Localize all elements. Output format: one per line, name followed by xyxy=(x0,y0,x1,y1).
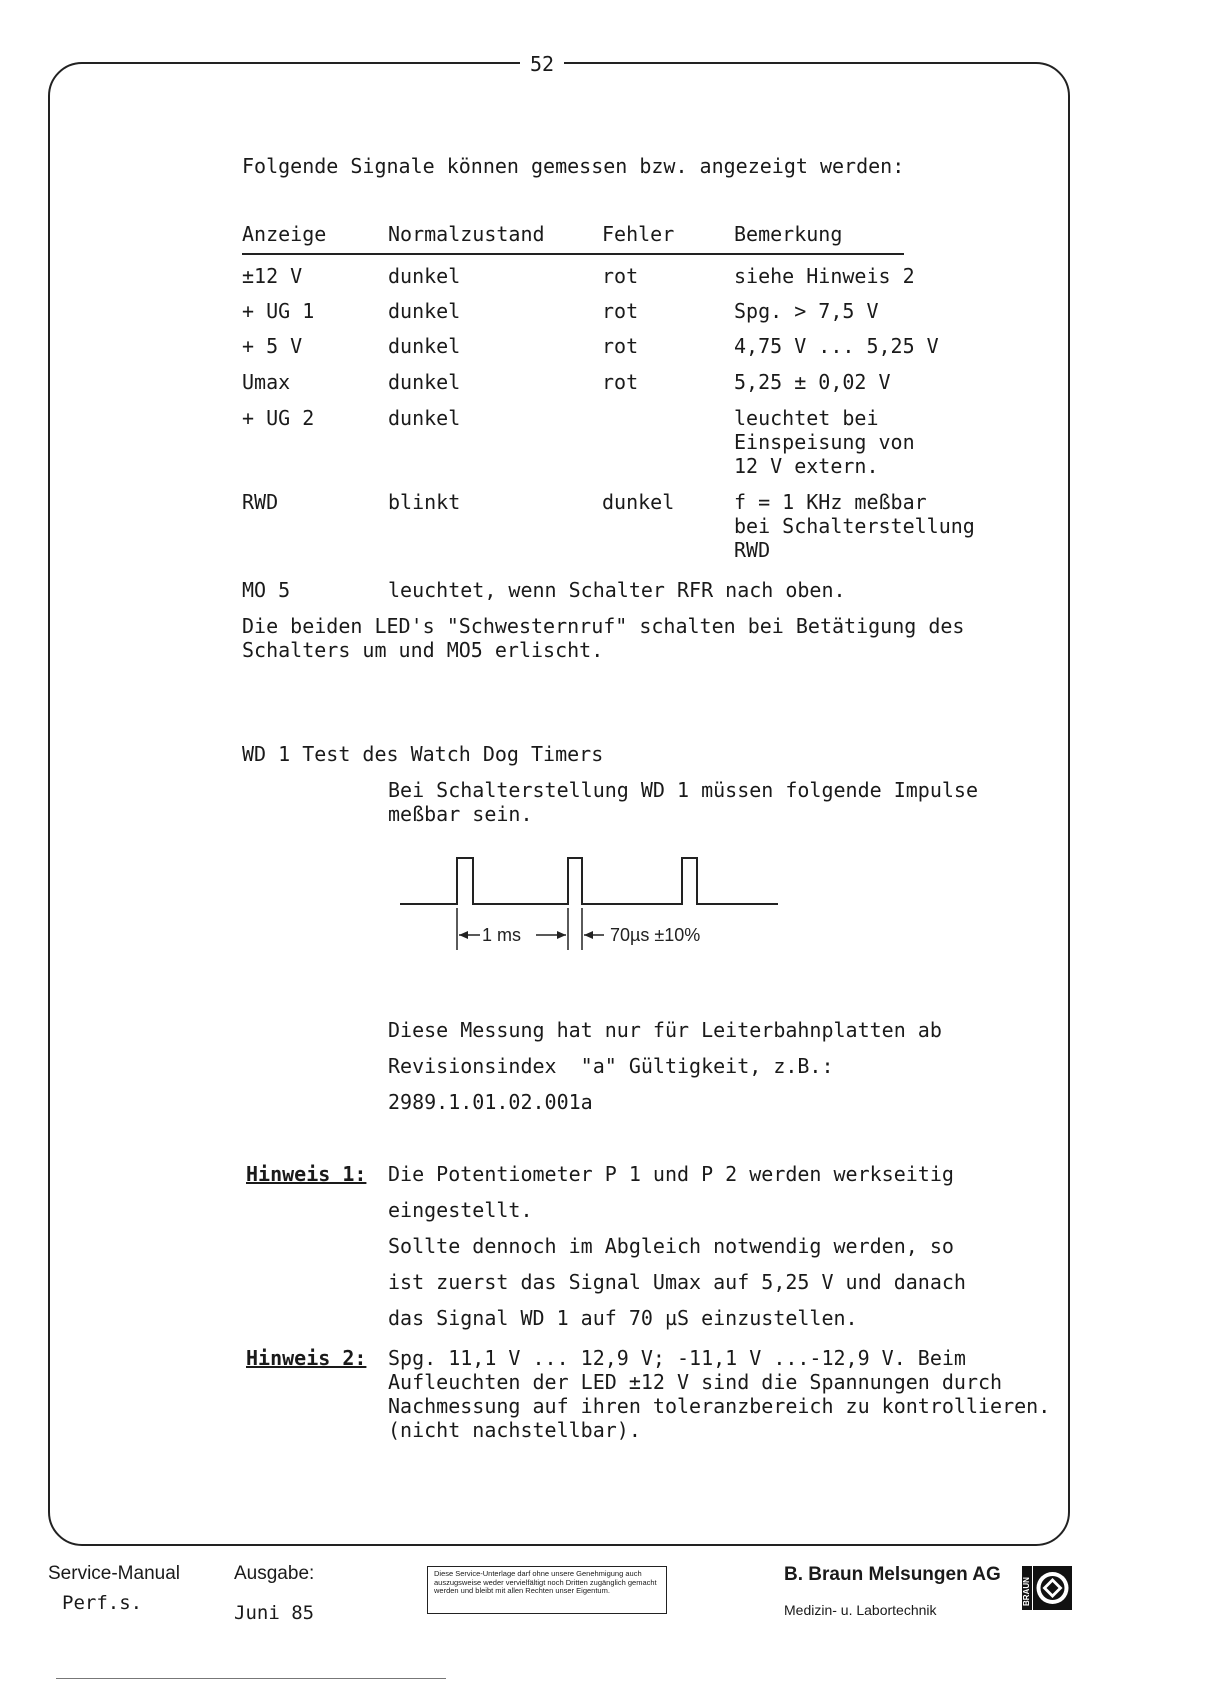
col-header-bemerkung: Bemerkung xyxy=(734,222,843,246)
table-row-normal: dunkel xyxy=(388,264,461,288)
table-row-fehler: rot xyxy=(602,334,639,358)
table-row-normal: dunkel xyxy=(388,299,461,323)
table-header-rule xyxy=(242,253,904,255)
measure-note-line: Diese Messung hat nur für Leiterbahnplatten ab xyxy=(388,1018,942,1042)
pulse-label: 70µs ±10% xyxy=(610,925,701,945)
wd-title: WD 1 Test des Watch Dog Timers xyxy=(242,742,604,766)
bottom-rule xyxy=(56,1678,446,1679)
mo5-text: leuchtet, wenn Schalter RFR nach oben. xyxy=(388,578,846,602)
mo5-label: MO 5 xyxy=(242,578,291,602)
company-name: B. Braun Melsungen AG xyxy=(784,1564,1001,1585)
table-row-normal: dunkel xyxy=(388,406,461,430)
table-row-fehler: rot xyxy=(602,370,639,394)
footer-manual: Service-Manual xyxy=(48,1563,180,1584)
measure-note-line: 2989.1.01.02.001a xyxy=(388,1090,593,1114)
wd-text: Bei Schalterstellung WD 1 müssen folgende Impulse meßbar sein. xyxy=(388,778,979,826)
hint1-line: eingestellt. xyxy=(388,1198,533,1222)
table-row-normal: dunkel xyxy=(388,370,461,394)
table-row-anzeige: + UG 2 xyxy=(242,406,315,430)
table-row-bemerkung: Spg. > 7,5 V xyxy=(734,299,879,323)
footer-issue-date: Juni 85 xyxy=(234,1602,315,1624)
hint2-label: Hinweis 2: xyxy=(246,1346,367,1370)
table-row-fehler: rot xyxy=(602,264,639,288)
table-row-anzeige: ±12 V xyxy=(242,264,303,288)
table-row-normal: blinkt xyxy=(388,490,461,514)
period-label: 1 ms xyxy=(482,925,522,945)
hint1-line: das Signal WD 1 auf 70 µS einzustellen. xyxy=(388,1306,858,1330)
table-row-normal: dunkel xyxy=(388,334,461,358)
hint1-label: Hinweis 1: xyxy=(246,1162,367,1186)
hint1-line: Sollte dennoch im Abgleich notwendig werden, so xyxy=(388,1234,954,1258)
table-row-bemerkung: leuchtet bei Einspeisung von 12 V extern. xyxy=(734,406,915,478)
table-row-bemerkung: 4,75 V ... 5,25 V xyxy=(734,334,939,358)
col-header-fehler: Fehler xyxy=(602,222,675,246)
measure-note-line: Revisionsindex "a" Gültigkeit, z.B.: xyxy=(388,1054,834,1078)
col-header-anzeige: Anzeige xyxy=(242,222,327,246)
braun-logo-icon xyxy=(1022,1566,1072,1610)
table-row-bemerkung: 5,25 ± 0,02 V xyxy=(734,370,891,394)
led-note: Die beiden LED's "Schwesternruf" schalten bei Betätigung des Schalters um und MO5 erlischt. xyxy=(242,614,965,662)
pulse-waveform xyxy=(400,858,778,904)
company-division: Medizin- u. Labortechnik xyxy=(784,1602,937,1618)
logo-text: BRAUN xyxy=(1022,1577,1031,1606)
hint2-text: Spg. 11,1 V ... 12,9 V; -11,1 V ...-12,9 V. Beim Aufleuchten der LED ±12 V sind die Spannungen durch Nachmessung auf ihren toleranzbereich zu kontrollieren. (nicht nachstellbar). xyxy=(388,1346,1051,1442)
table-row-fehler: rot xyxy=(602,299,639,323)
hint1-line: Die Potentiometer P 1 und P 2 werden werkseitig xyxy=(388,1162,954,1186)
table-row-bemerkung: siehe Hinweis 2 xyxy=(734,264,915,288)
footer-model: Perf.s. xyxy=(62,1592,143,1614)
footer-issue-label: Ausgabe: xyxy=(234,1563,315,1584)
intro-text: Folgende Signale können gemessen bzw. angezeigt werden: xyxy=(242,154,905,178)
table-row-fehler: dunkel xyxy=(602,490,675,514)
page-number: 52 xyxy=(520,52,564,76)
col-header-normalzustand: Normalzustand xyxy=(388,222,545,246)
hint1-line: ist zuerst das Signal Umax auf 5,25 V und danach xyxy=(388,1270,966,1294)
copyright-notice: Diese Service-Unterlage darf ohne unsere Genehmigung auch auszugsweise weder vervielfältigt noch Dritten zugänglich gemacht werden und bleibt mit allen Rechten unser Eigentum. xyxy=(427,1566,667,1614)
table-row-anzeige: Umax xyxy=(242,370,291,394)
table-row-bemerkung: f = 1 KHz meßbar bei Schalterstellung RWD xyxy=(734,490,975,562)
table-row-anzeige: + UG 1 xyxy=(242,299,315,323)
table-row-anzeige: + 5 V xyxy=(242,334,303,358)
timing-diagram xyxy=(400,850,800,960)
table-row-anzeige: RWD xyxy=(242,490,279,514)
